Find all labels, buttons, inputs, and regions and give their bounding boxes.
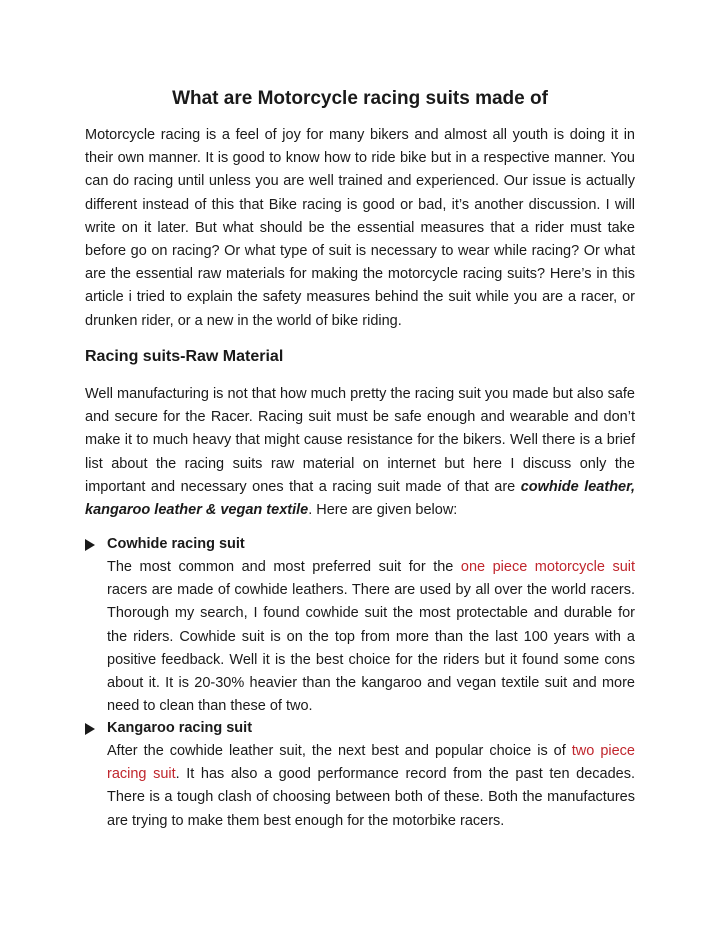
item-text: After the cowhide leather suit, the next best and popular choice is of (107, 743, 572, 759)
item-body (107, 740, 635, 833)
item-text: The most common and most preferred suit for the (107, 559, 461, 575)
arrow-bullet-icon (85, 723, 95, 735)
one-piece-suit-link[interactable]: one piece motorcycle suit (460, 559, 636, 575)
item-body (107, 556, 635, 718)
list-item-kangaroo (85, 717, 635, 833)
section-heading: Racing suits-Raw Material (85, 348, 284, 365)
item-text-end: . It has also a good performance record from the past ten decades. There is a tough clash of choosing between both of these. Both the manufactures are trying to make them best enough for the motorbike racers. (107, 766, 635, 829)
item-title: Kangaroo racing suit (107, 720, 253, 736)
intro-paragraph: Motorcycle racing is a feel of joy for many bikers and almost all youth is doing it in their own manner. It is good to know how to ride bike but in a respective manner. You can do racing until unless you are well trained and experienced. Our issue is actually different instead of this that Bike racing is good or bad, it’s another discussion. I will write on it later. But what should be the essential measures that a rider must take before go on racing? Or what type of suit is necessary to wear while racing? Or what are the essential raw materials for making the motorcycle racing suits? Here’s in this article i tried to explain the safety measures behind the suit while you are a racer, or drunken rider, or a new in the world of bike riding. (85, 127, 635, 329)
item-title: Cowhide racing suit (107, 536, 245, 552)
arrow-bullet-icon (85, 539, 95, 551)
item-text-end: racers are made of cowhide leathers. There are used by all over the world racers. Thorough my search, I found cowhide suit the most protectable and durable for the riders. Cowhide suit is on the top from more than the last 100 years with a positive feedback. Well it is the best choice for the riders but it found some cons about it. It is 20-30% heavier than the kangaroo and vegan textile suit and more need to clean than these of two. (107, 582, 635, 715)
document-title: What are Motorcycle racing suits made of (172, 88, 548, 109)
raw-material-paragraph (85, 383, 635, 522)
paragraph-text: Well manufacturing is not that how much pretty the racing suit you made but also safe and secure for the Racer. Racing suit must be safe enough and wearable and don’t make it to much heavy that might cause resistance for the bikers. Well there is a brief list about the racing suits raw material on internet but here I discuss only the important and necessary ones that a racing suit made of that are (85, 386, 635, 495)
materials-emphasis: cowhide leather, kangaroo leather & vegan textile (85, 478, 635, 519)
paragraph-text-end: . Here are given below: (308, 502, 458, 519)
two-piece-suit-link[interactable]: two piece racing suit (107, 743, 635, 783)
list-item-cowhide (85, 533, 635, 718)
